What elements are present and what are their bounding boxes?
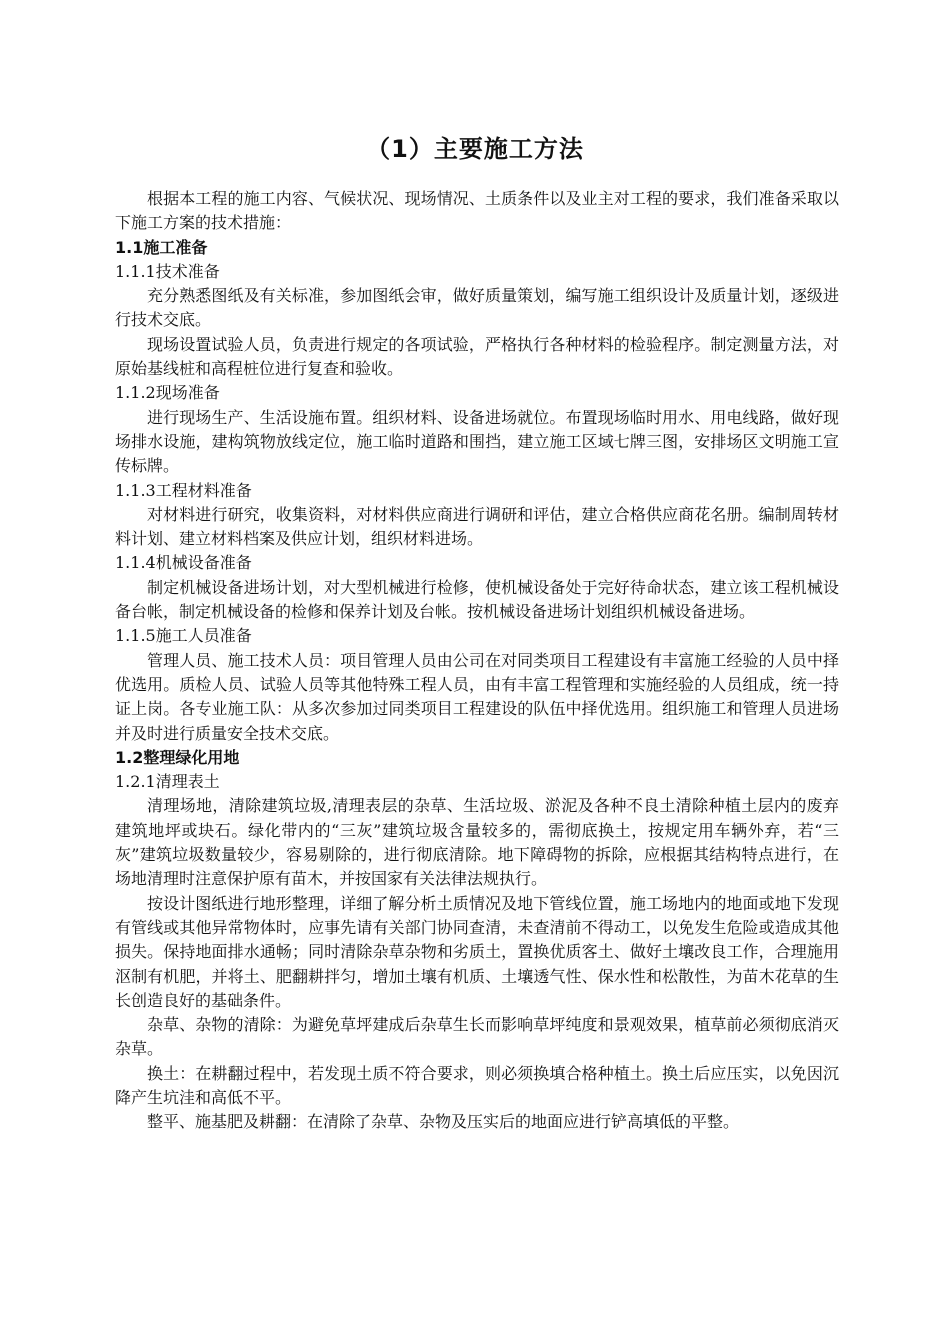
section-heading: 1.2整理绿化用地 bbox=[115, 747, 240, 767]
paragraph: 进行现场生产、生活设施布置。组织材料、设备进场就位。布置现场临时用水、用电线路，做好现场排水设施，建构筑物放线定位，施工临时道路和围挡，建立施工区域七牌三图，安排场区文明施工宣传标牌。 bbox=[115, 407, 839, 476]
paragraph: 换土：在耕翻过程中，若发现土质不符合要求，则必须换填合格种植土。换土后应压实，以免因沉降产生坑洼和高低不平。 bbox=[115, 1063, 839, 1107]
paragraph: 充分熟悉图纸及有关标准，参加图纸会审，做好质量策划，编写施工组织设计及质量计划，逐级进行技术交底。 bbox=[115, 286, 839, 330]
subsection-heading: 1.1.5施工人员准备 bbox=[115, 626, 252, 646]
paragraph: 制定机械设备进场计划，对大型机械进行检修，使机械设备处于完好待命状态，建立该工程机械设备台帐，制定机械设备的检修和保养计划及台帐。按机械设备进场计划组织机械设备进场。 bbox=[115, 577, 839, 622]
document-body bbox=[115, 187, 839, 1135]
subsection-heading: 1.1.1技术准备 bbox=[115, 261, 220, 281]
subsection-heading: 1.2.1清理表土 bbox=[115, 772, 220, 792]
subsection-heading: 1.1.2现场准备 bbox=[115, 383, 220, 403]
section-heading: 1.1施工准备 bbox=[115, 237, 208, 257]
paragraph-intro: 根据本工程的施工内容、气候状况、现场情况、土质条件以及业主对工程的要求，我们准备采取以下施工方案的技术措施： bbox=[115, 189, 839, 233]
paragraph: 现场设置试验人员，负责进行规定的各项试验，严格执行各种材料的检验程序。制定测量方法，对原始基线桩和高程桩位进行复查和验收。 bbox=[115, 334, 839, 379]
subsection-heading: 1.1.4机械设备准备 bbox=[115, 553, 252, 573]
page-title: （1）主要施工方法 bbox=[366, 135, 584, 163]
subsection-heading: 1.1.3工程材料准备 bbox=[115, 480, 252, 500]
paragraph: 对材料进行研究，收集资料，对材料供应商进行调研和评估，建立合格供应商花名册。编制周转材料计划、建立材料档案及供应计划，组织材料进场。 bbox=[115, 504, 839, 549]
paragraph: 按设计图纸进行地形整理，详细了解分析土质情况及地下管线位置，施工场地内的地面或地下发现有管线或其他异常物体时，应事先请有关部门协同查清，未查清前不得动工，以免发生危险或造成其他损失。保持地面排水通畅；同时清除杂草杂物和劣质土，置换优质客土、做好土壤改良工作，合理施用沤制有机肥，并将土、肥翻耕拌匀，增加土壤有机质、土壤透气性、保水性和松散性，为苗木花草的生长创造良好的基础条件。 bbox=[115, 893, 839, 1010]
paragraph: 清理场地，清除建筑垃圾,清理表层的杂草、生活垃圾、淤泥及各种不良土清除种植土层内的废弃建筑地坪或块石。绿化带内的“三灰”建筑垃圾含量较多的，需彻底换土，按规定用车辆外弃，若“三灰”建筑垃圾数量较少，容易剔除的，进行彻底清除。地下障碍物的拆除，应根据其结构特点进行，在场地清理时注意保护原有苗木，并按国家有关法律法规执行。 bbox=[115, 796, 839, 889]
paragraph: 管理人员、施工技术人员：项目管理人员由公司在对同类项目工程建设有丰富施工经验的人员中择优选用。质检人员、试验人员等其他特殊工程人员，由有丰富工程管理和实施经验的人员组成，统一持证上岗。各专业施工队：从多次参加过同类项目工程建设的队伍中择优选用。组织施工和管理人员进场并及时进行质量安全技术交底。 bbox=[115, 650, 839, 743]
paragraph: 杂草、杂物的清除：为避免草坪建成后杂草生长而影响草坪纯度和景观效果，植草前必须彻底消灭杂草。 bbox=[115, 1015, 839, 1059]
paragraph: 整平、施基肥及耕翻：在清除了杂草、杂物及压实后的地面应进行铲高填低的平整。 bbox=[147, 1112, 740, 1132]
